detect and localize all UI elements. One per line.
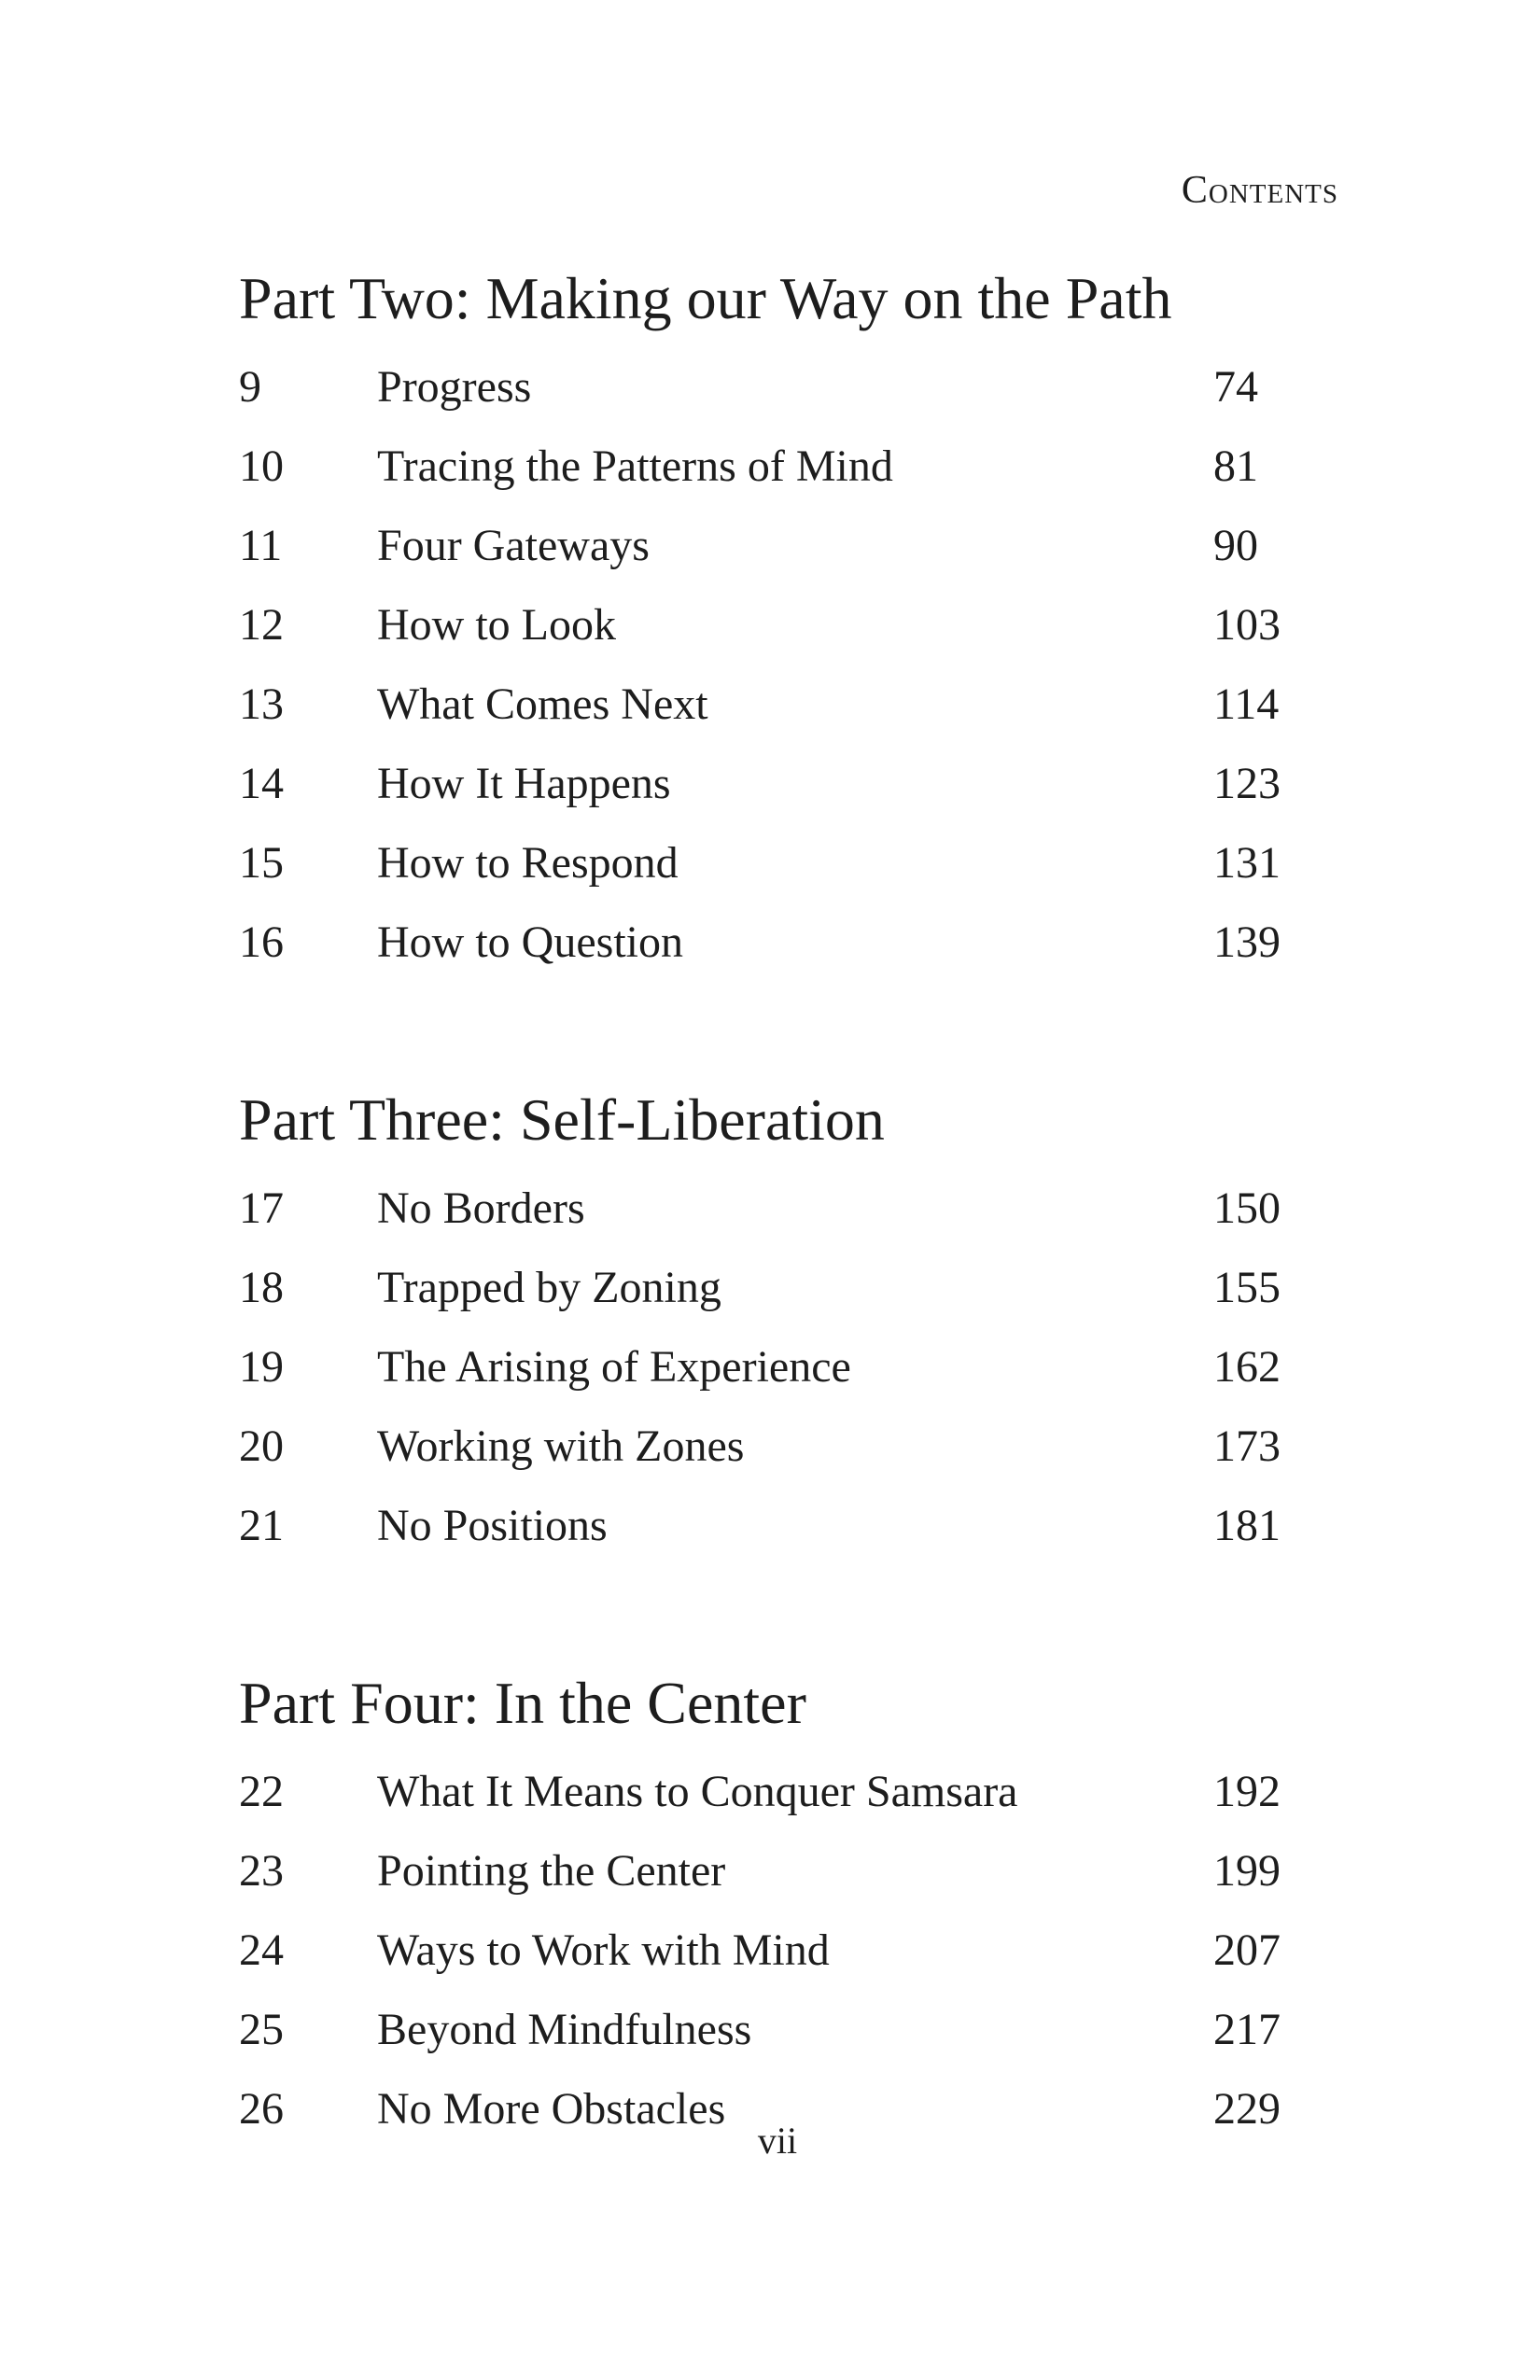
toc-entry: [239, 1407, 1294, 1486]
chapter-title: No Positions: [377, 1501, 608, 1550]
page-number: 207: [1213, 1925, 1281, 1975]
toc-entry: [239, 1327, 1294, 1407]
chapter-title: No Borders: [377, 1183, 585, 1233]
toc-entry: [239, 665, 1294, 744]
toc-entry: [239, 744, 1294, 823]
chapter-number: 19: [239, 1342, 284, 1392]
chapter-title: How to Look: [377, 600, 616, 650]
chapter-title: Trapped by Zoning: [377, 1263, 721, 1312]
chapter-title: Beyond Mindfulness: [377, 2005, 752, 2054]
chapter-number: 11: [239, 521, 283, 570]
chapter-title: The Arising of Experience: [377, 1342, 851, 1392]
toc-part-two: [239, 261, 1294, 982]
toc-entry: [239, 903, 1294, 982]
chapter-number: 23: [239, 1846, 284, 1896]
toc-entry: [239, 1169, 1294, 1248]
chapter-title: Tracing the Patterns of Mind: [377, 441, 893, 491]
toc-entry: [239, 427, 1294, 506]
toc-entry: [239, 585, 1294, 665]
chapter-number: 16: [239, 917, 284, 967]
page-number: 199: [1213, 1846, 1281, 1896]
chapter-number: 25: [239, 2005, 284, 2054]
chapter-title: No More Obstacles: [377, 2084, 726, 2134]
chapter-title: Ways to Work with Mind: [377, 1925, 830, 1975]
toc-entry: [239, 347, 1294, 427]
chapter-number: 20: [239, 1421, 284, 1471]
part-title: Part Three: Self-Liberation: [239, 1086, 885, 1153]
chapter-number: 15: [239, 838, 284, 888]
part-title: Part Two: Making our Way on the Path: [239, 265, 1172, 331]
part-title: Part Four: In the Center: [239, 1670, 806, 1736]
page-folio: vii: [757, 2120, 798, 2162]
toc-entry: [239, 1752, 1294, 1831]
page-number: 155: [1213, 1263, 1281, 1312]
page-number: 181: [1213, 1501, 1281, 1550]
page-number: 217: [1213, 2005, 1281, 2054]
chapter-number: 9: [239, 362, 261, 412]
chapter-number: 13: [239, 679, 284, 729]
chapter-number: 12: [239, 600, 284, 650]
toc-entry: [239, 1831, 1294, 1911]
chapter-number: 17: [239, 1183, 284, 1233]
chapter-title: How It Happens: [377, 759, 671, 808]
chapter-title: Four Gateways: [377, 521, 650, 570]
page-number: 114: [1213, 679, 1280, 729]
page-number: 103: [1213, 600, 1281, 650]
chapter-title: What It Means to Conquer Samsara: [377, 1767, 1018, 1816]
chapter-title: Pointing the Center: [377, 1846, 726, 1896]
toc-entry: [239, 1486, 1294, 1565]
page-number: 90: [1213, 521, 1258, 570]
page-number: 173: [1213, 1421, 1281, 1471]
running-head: Contents: [1181, 169, 1338, 212]
toc-entry: [239, 823, 1294, 903]
chapter-number: 26: [239, 2084, 284, 2134]
toc-entry: [239, 1248, 1294, 1327]
page-number: 74: [1213, 362, 1258, 412]
toc-part-three: [239, 1083, 1294, 1565]
toc-entry: [239, 506, 1294, 585]
chapter-number: 14: [239, 759, 284, 808]
toc-entry: [239, 1911, 1294, 1990]
chapter-number: 24: [239, 1925, 284, 1975]
chapter-title: Progress: [377, 362, 532, 412]
chapter-number: 21: [239, 1501, 284, 1550]
table-of-contents: [239, 261, 1294, 2149]
toc-entry: [239, 1990, 1294, 2069]
page-number: 229: [1213, 2084, 1281, 2134]
page-number: 81: [1213, 441, 1258, 491]
chapter-title: What Comes Next: [377, 679, 708, 729]
page-number: 162: [1213, 1342, 1281, 1392]
page-number: 123: [1213, 759, 1281, 808]
page-number: 150: [1213, 1183, 1281, 1233]
page-number: 139: [1213, 917, 1281, 967]
page-number: 192: [1213, 1767, 1281, 1816]
chapter-title: How to Respond: [377, 838, 679, 888]
chapter-number: 22: [239, 1767, 284, 1816]
page-number: 131: [1213, 838, 1281, 888]
chapter-number: 18: [239, 1263, 284, 1312]
chapter-title: How to Question: [377, 917, 683, 967]
toc-part-four: [239, 1666, 1294, 2149]
chapter-number: 10: [239, 441, 284, 491]
chapter-title: Working with Zones: [377, 1421, 745, 1471]
